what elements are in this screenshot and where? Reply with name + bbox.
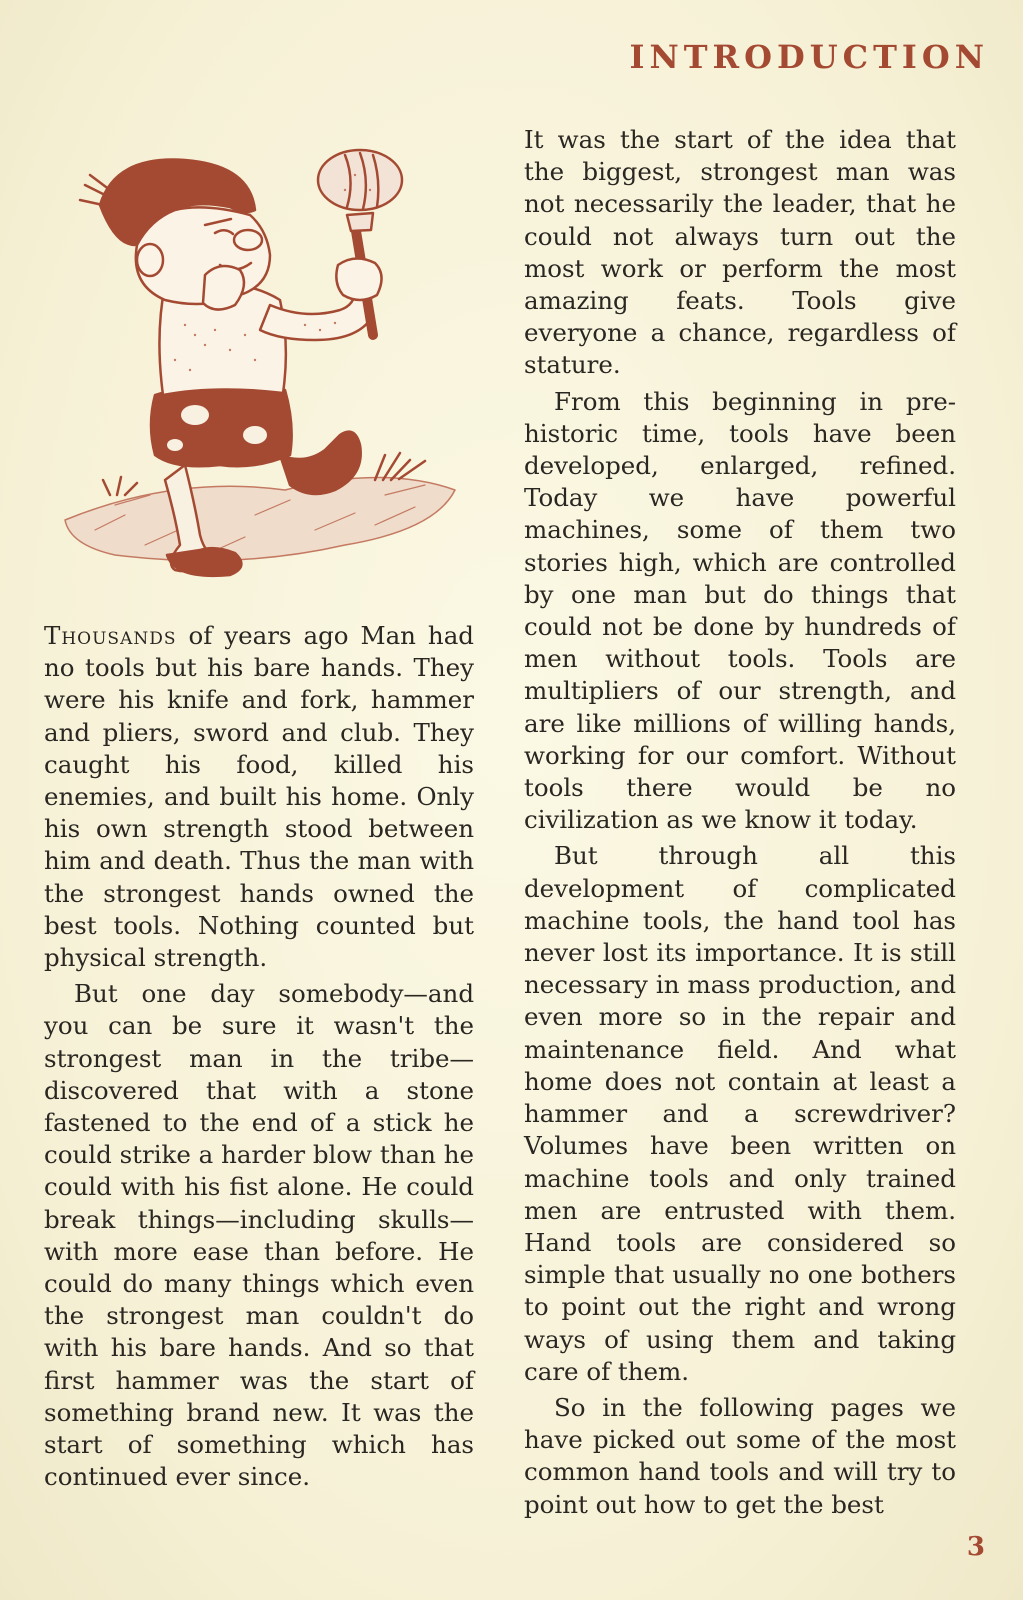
paragraph-text: of years ago Man had no tools but his bare hands. They were his knife and fork, hammer and pliers, sword and club. They caught his food, killed his enemies, and built his home. Only his own strength stood between him and death. Thus the man with the strongest hands owned the best tools. Nothing counted but physical strength. (44, 621, 474, 973)
paragraph: But one day somebody—and you can be sure it wasn't the strongest man in the tribe—discovered that with a stone fastened to the end of a stick he could strike a harder blow than he could with his fist alone. He could break things—including skulls—with more ease than before. He could do many things which even the strongest man couldn't do with his bare hands. And so that first hammer was the start of something brand new. It was the start of something which has continued ever since. (44, 979, 474, 1492)
paragraph (44, 620, 474, 974)
paragraph: But through all this development of complicated machine tools, the hand tool has never lost its importance. It is still necessary in mass production, and even more so in the repair and maintenance field. And what home does not contain at least a hammer and a screwdriver? Volumes have been written on machine tools and only trained men are entrusted with them. Hand tools are considered so simple that usually no one bothers to point out the right and wrong ways of using them and taking care of them. (524, 841, 956, 1386)
section-title: INTRODUCTION (629, 38, 989, 76)
page-number: 3 (966, 1532, 985, 1562)
caveman-with-stone-hammer-icon (55, 135, 475, 595)
right-text-column (524, 124, 956, 1521)
paragraph: It was the start of the idea that the biggest, strongest man was not necessarily the leader, that he could not always turn out the most work or perform the most amazing feats. Tools give everyone a chance, regardless of stature. (524, 125, 956, 380)
paragraph: So in the following pages we have picked out some of the most common hand tools and will try to point out how to get the best (524, 1392, 956, 1519)
lead-word: Thousands (44, 621, 177, 650)
left-text-column (44, 620, 474, 1493)
paragraph: From this beginning in pre-historic time, tools have been developed, enlarged, refined. Today we have powerful machines, some of them two stories high, which are controlled by one man but do things that could not be done by hundreds of men without tools. Tools are multipliers of our strength, and are like millions of willing hands, working for our comfort. Without tools there would be no civilization as we know it today. (524, 386, 956, 835)
